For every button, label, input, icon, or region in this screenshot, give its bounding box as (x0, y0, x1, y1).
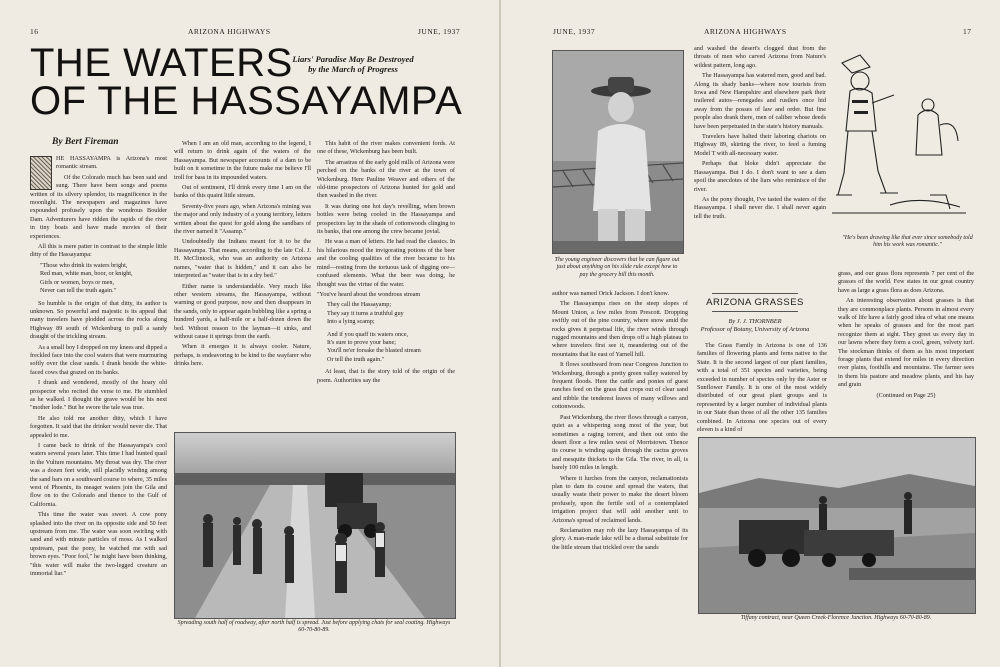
paragraph: It was during one hot day's revelling, when brown bottles were being cooled in the Hassayampa and prospectors lay in the shade of cottonwoods clinging to its banks, that one among the crew became jovial. (317, 202, 455, 236)
cartoon-illustration (830, 45, 970, 232)
grasses-column-1 (697, 342, 827, 437)
article-column-5 (694, 45, 826, 283)
paragraph: When it emerges it is always cooler. Nature, perhaps, is endeavoring to be kind to the wayfarer who drinks here. (174, 343, 311, 368)
paragraph: So humble is the origin of that ditty, its author is unknown. So powerful and majestic is its appeal that many travelers have plodded across the rocks along Highway 89 south of Wickenburg to pull a sandy draught of the trickling stream. (30, 299, 167, 341)
paragraph: As the pony thought, I've tasted the waters of the Hassayampa. I shall never die. I shall never again tell the truth. (694, 195, 826, 220)
paragraph: Undoubtedly the Indians meant for it to be the Hassayampa. That means, according to the late Col. J. H. McClintock, who was an authority on Arizona names, "water that is hidden," and it can also be interpreted as "water that is in a dry bed." (174, 238, 311, 280)
paving-machine-photo-drawing (699, 438, 975, 613)
paragraph: grass, and our grass flora represents 7 per cent of the grasses of the world. Few states in our great country have as large a grass flora as does Arizona. (838, 270, 974, 294)
verse-line: "Those who drink its waters bright, (40, 261, 128, 269)
engineer-photo (552, 50, 684, 254)
issue-date-left: JUNE, 1937 (418, 27, 461, 36)
paragraph: It flows southward from near Congress Junction to Wickenburg, through a pretty green valley watered by frequent floods. Here the cattle and ponies of guest ranches feed on the grass that crops out of clear sand and nibble the tenderest leaves of many willows and cottonwoods. (552, 361, 688, 411)
paragraph: The Hassayampa rises on the steep slopes of Mount Union, a few miles from Prescott. Dropping swiftly out of the pine country, where snow amid the rocks gives it perpetual life, the river winds through rugged mountains and then drops off a high plateau to where travelers first see it, meandering out of the mountains that lie east of Yarnell hill. (552, 300, 688, 358)
grasses-author: By J. J. THORNBER (728, 318, 782, 325)
section-rule-top (712, 293, 798, 294)
paragraph: Where it lurches from the canyon, reclamationists plan to dam its course and spread the waters, that usually waste their power to make the desert bloom profusely, upon the fertile soil of a contemplated irrigation project that will add another unit to Arizona's spread of reclaimed lands. (552, 474, 688, 524)
paragraph: Perhaps that bloke didn't appreciate the Hassayampa. But I do. I don't want to see a dam spoil the anecdotes of the liars who reminisce of the river. (694, 160, 826, 193)
verse-line: They call the Hassayamp; (327, 301, 392, 309)
grasses-affiliation: Professor of Botany, University of Arizona (700, 326, 810, 333)
title-line-1: THE WATERS (30, 41, 293, 85)
article-column-1 (30, 155, 167, 635)
paragraph: This habit of the river makes convenient fords. At one of these, Wickenburg has been built. (317, 140, 455, 156)
left-page (0, 0, 499, 667)
paragraph: I came back to drink of the Hassayampa's cool waters several years later. This time I had hunted quail in the Vulture mountains. My throat was dry. The river was a dozen feet wide, still placidly winding among the sand bars on a southward course to where, 35 miles west of Phoenix, its meager waters join the Gila and flow on to the Colorado and thence to the Gulf of California. (30, 442, 167, 508)
article-column-2 (174, 140, 311, 428)
paragraph: As a small boy I dropped on my knees and dipped a freckled face into the cool waters that were murmuring softly over the clear sands. I drank beside the white-faced cows that grazed on its banks. (30, 343, 167, 376)
verse-line: Or tell the truth again." (327, 355, 385, 363)
grasses-title: ARIZONA GRASSES (706, 297, 804, 308)
paragraph: Seventy-five years ago, when Arizona's mining was the major and only industry of a young territory, letters written about the quest for gold along the sandbars of the river named it "Assamp." (174, 202, 311, 236)
article-column-3 (317, 140, 455, 428)
cartoon-drawing (830, 45, 970, 232)
paragraph: Travelers have halted their laboring chariots on Highway 89, skirting the river, to feed a fuming Model T with all-necessary water. (694, 133, 826, 157)
paragraph: The Hassayampa has watered men, good and bad. Along its shady banks—where now tourists from Iowa and New Hampshire and elsewhere park their trailered autos—renegades and rustlers once hid away from the posses of law and order. But fine people also drank there, men of caliber whose deeds have been perpetuated in the state's history manuals. (694, 72, 826, 130)
article-subtitle: Liars' Paradise May Be Destroyed by the March of Progress (292, 54, 414, 74)
title-line-2: OF THE HASSAYAMPA (30, 79, 463, 123)
drop-cap-illustration (30, 156, 52, 190)
verse-block (30, 262, 167, 296)
article-column-4 (552, 290, 688, 662)
verse-line: And if you quaff its waters once, (327, 330, 409, 338)
paragraph: All this is mere patter in contrast to the simple little ditty of the Hassayampa: (30, 243, 167, 259)
grasses-author-block (700, 318, 810, 334)
page-number-left: 16 (30, 27, 39, 36)
paragraph: Of the Colorado much has been said and sung. There have been songs and poems written of its silvery splendor, its magnificence in the moonlight. The newspapers and magazines have expounded profusely upon the wondrous Boulder Dam. Adventurers have ridden the rapids of the river in tiny boats and have made movies of their experiences. (30, 173, 167, 240)
section-rule-bottom (712, 311, 798, 312)
verse-line: You'll ne'er forsake the blasted stream (327, 347, 421, 355)
page-number-right: 17 (963, 27, 972, 36)
paragraph: Out of sentiment, I'll drink every time I am on the banks of this quaint little stream. (174, 184, 311, 200)
paragraph: When I am an old man, according to the legend, I will return to drink again of the waters of the Hassayampa. But newspaper accounts of a dam to be built on it sometime in the future make me believe I'll troll for bass in its impounded waters. (174, 140, 311, 181)
paragraph: He also told me another ditty, which I have forgotten. It said that the drinker would never die. That appealed to me. (30, 414, 167, 439)
paragraph: This time the water was sweet. A cow pony splashed into the river on its opposite side and 50 feet upstream from me. The water was soon swirling with sand and with minute particles of moss. As I walked upstream, past the pony, he watched me with sad brown eyes. "Poor fool," he might have been thinking, "this water will make the two-legged creature an immortal liar." (30, 511, 167, 578)
grasses-column-2 (838, 270, 974, 430)
paragraph: and washed the desert's clogged dust from the throats of men who carved Arizona from Nature's wildest pattern, long ago. (694, 45, 826, 69)
cartoon-caption: "He's been drawing like that ever since somebody told him his work was romantic." (842, 235, 973, 249)
verse-line: They say it turns a truthful guy (327, 309, 404, 317)
paragraph: At least, that is the story told of the origin of the poem. Authorities say the (317, 368, 455, 384)
road-crew-photo-drawing (175, 433, 455, 618)
paving-machine-photo (698, 437, 976, 614)
verse-block (317, 331, 455, 365)
continued-note: (Continued on Page 25) (876, 391, 936, 399)
road-crew-photo (174, 432, 456, 619)
paragraph: author was named Orick Jackson. I don't know. (552, 290, 670, 297)
paragraph: Reclamation may rob the lazy Hassayampa of its glory. A man-made lake will be a dismal substitute for the little stream that trickled over the sands (552, 526, 688, 551)
paving-machine-caption: Tiffany contract, near Queen Creek-Florence Junction. Highways 60-70-80-89. (740, 615, 932, 621)
paragraph: Either name is understandable. Very much like other western streams, the Hassayampa, without warning or good purpose, now and then disappears in the sands, only to appear again bubbling like a spring a hundred yards, a half-mile or a half-dozen down the bed. Without reason to the layman—it sinks, and without cause it springs from the earth. (174, 282, 311, 340)
paragraph: The arrastras of the early gold mills of Arizona were perched on the banks of the river at the town of Wickenburg. Here Pauline Weaver and others of the old-time prospectors of Arizona hunted for gold and then washed in the river. (317, 158, 455, 200)
paragraph: Past Wickenburg, the river flows through a canyon, quiet as a whispering song most of the year, but sometimes a raging torrent, and then out onto the desert floor a few miles west of Morristown. Thence its course is winding again through the cactus groves and mesquite thickets to the Gila. The river, in all, is barely 100 miles in length. (552, 413, 688, 472)
paragraph: An interesting observation about grasses is that they are commonplace plants. Persons in almost every walk of life have a fairly good idea of what one means when he speaks of grasses and for the most part recognize them at sight. They greet us every day in our lawns where they form a cool, green, velvety turf. The stockman thinks of them as his most important forage plants that extend for miles in every direction over plains, foothills and mountains. The farmer sees in them his pasture and meadow plants, and his hay and grain (838, 297, 974, 389)
engineer-photo-caption: The young engineer discovers that he can figure out just about anything on his slide rule except how to pay the grocery bill this month. (554, 257, 680, 278)
paragraph: "You've heard about the wondrous stream (317, 290, 421, 298)
issue-date-right: JUNE, 1937 (553, 27, 596, 36)
verse-line: Never can tell the truth again." (40, 287, 117, 295)
paragraph: The Grass Family in Arizona is one of 136 families of flowering plants and ferns native to the State. It is the second largest of our plant families, with a total of 351 species and varieties, being exceeded in number of species only by the Aster or Sunflower Family. It is one of the most widely distributed of our great plant groups and is represented by a larger number of individual plants in our State than those of all the other 135 families combined. In Arizona one species out of every eleven is a kind of (697, 342, 827, 434)
running-head-left: ARIZONA HIGHWAYS (188, 27, 271, 36)
verse-line: It's sure to prove your bane; (327, 338, 396, 346)
engineer-photo-drawing (553, 51, 683, 253)
road-crew-caption: Spreading south half of roadway, after north half is spread. Just before applying chats for seal coating. Highways 60-70-80-89. (177, 620, 451, 634)
paragraph: I drank and wondered, mostly of the hoary old prospector who recited the verse to me. He stumbled as he walked. I thought the grave would be his next "mother lode." But he swore the tale was true. (30, 379, 167, 412)
paragraph: He was a man of letters. He had read the classics. In his hilarious mood the invigorating potions of the beer and the cooling qualities of the river became to his mind—resting from the tortuous task of digging ore—confused elements. What the beer was doing, he thought was the virtue of the water. (317, 238, 455, 288)
verse-line: Red man, white man, boor, or knight, (40, 270, 133, 278)
running-head-right: ARIZONA HIGHWAYS (704, 27, 787, 36)
verse-line: Into a lying scamp; (327, 318, 375, 326)
article-byline: By Bert Fireman (52, 137, 119, 147)
verse-line: Girls or women, boys or men, (40, 278, 115, 286)
verse-block (317, 301, 455, 326)
paragraph: HE HASSAYAMPA is Arizona's most romantic stream. (56, 155, 167, 171)
